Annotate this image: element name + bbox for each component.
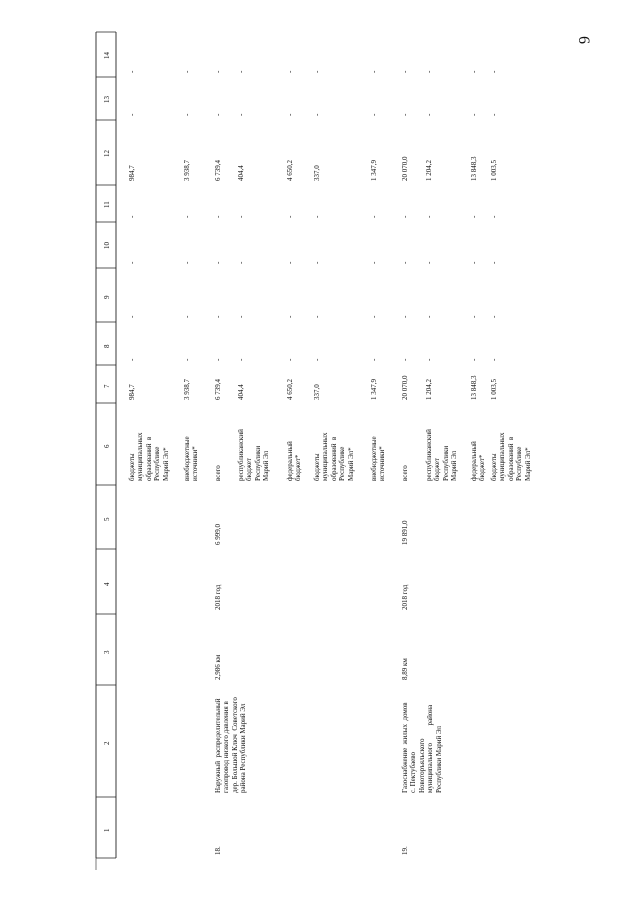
length-value: 8,89 км <box>401 658 409 680</box>
cell-c10: - <box>370 261 378 264</box>
cell-c11: - <box>490 215 498 218</box>
cell-c12: 6 739,4 <box>214 160 222 181</box>
cell-c7: 1 347,9 <box>370 379 378 400</box>
cell-c10: - <box>286 261 294 264</box>
column-header-14: 14 <box>103 51 111 59</box>
cell-c10: - <box>237 261 245 264</box>
cell-c13: - <box>370 113 378 116</box>
year-value: 2018 год <box>401 584 409 610</box>
column-header-13: 13 <box>103 95 111 103</box>
cell-c12: 13 848,3 <box>470 156 478 181</box>
column-header-9: 9 <box>103 295 111 299</box>
cost-value: 6 999,0 <box>214 524 222 545</box>
funding-source: федеральный бюджет* <box>286 441 303 481</box>
funding-source: бюджеты муниципальных образований в Республике Марий Эл* <box>313 432 355 481</box>
cell-c9: - <box>286 315 294 318</box>
cell-c13: - <box>470 113 478 116</box>
cell-c7: 6 739,4 <box>214 379 222 400</box>
cell-c12: 4 650,2 <box>286 160 294 181</box>
cell-c7: 4 650,2 <box>286 379 294 400</box>
cost-value: 19 891,0 <box>401 520 409 545</box>
cell-c8: - <box>401 358 409 361</box>
cell-c7: 337,0 <box>313 384 321 400</box>
cell-c13: - <box>183 113 191 116</box>
column-header-7: 7 <box>103 384 111 388</box>
cell-c10: - <box>425 261 433 264</box>
cell-c7: 13 848,3 <box>470 375 478 400</box>
column-header-5: 5 <box>103 517 111 521</box>
cell-c8: - <box>237 358 245 361</box>
funding-source: бюджеты муниципальных образований в Республике Марий Эл* <box>128 432 170 481</box>
cell-c12: 3 938,7 <box>183 160 191 181</box>
cell-c12: 20 070,0 <box>401 156 409 181</box>
cell-c13: - <box>214 113 222 116</box>
cell-c7: 984,7 <box>128 384 136 400</box>
column-header-11: 11 <box>103 200 111 208</box>
cell-c9: - <box>237 315 245 318</box>
cell-c14: - <box>183 70 191 73</box>
cell-c14: - <box>214 70 222 73</box>
funding-source: всего <box>401 465 409 481</box>
cell-c9: - <box>490 315 498 318</box>
row-number: 18. <box>214 846 222 855</box>
cell-c9: - <box>214 315 222 318</box>
cell-c7: 404,4 <box>237 384 245 400</box>
cell-c11: - <box>370 215 378 218</box>
column-header-10: 10 <box>103 242 111 249</box>
cell-c7: 1 204,2 <box>425 379 433 400</box>
funding-source: бюджеты муниципальных образований в Республике Марий Эл* <box>490 432 532 481</box>
object-name: Наружный распределительный газопровод низкого давления в дер. Большой Ключ Советского района Республики Марий Эл <box>214 697 248 793</box>
cell-c11: - <box>128 215 136 218</box>
column-header-12: 12 <box>103 149 111 157</box>
object-name: Газоснабжение жилых домов с. Пектубаево Новоторъяльского муниципального района Республики Марий Эл <box>401 702 443 793</box>
cell-c11: - <box>470 215 478 218</box>
page-number: 6 <box>575 36 592 44</box>
cell-c14: - <box>425 70 433 73</box>
cell-c8: - <box>313 358 321 361</box>
funding-source: республиканский бюджет Республики Марий Эл <box>237 429 271 481</box>
cell-c12: 1 204,2 <box>425 160 433 181</box>
cell-c13: - <box>128 113 136 116</box>
length-value: 2,986 км <box>214 654 222 680</box>
row-number: 19. <box>401 846 409 855</box>
cell-c12: 1 003,5 <box>490 160 498 181</box>
cell-c14: - <box>313 70 321 73</box>
cell-c9: - <box>370 315 378 318</box>
cell-c7: 20 070,0 <box>401 375 409 400</box>
cell-c10: - <box>470 261 478 264</box>
cell-c14: - <box>286 70 294 73</box>
cell-c10: - <box>128 261 136 264</box>
cell-c13: - <box>313 113 321 116</box>
funding-source: республиканский бюджет Республики Марий Эл <box>425 429 459 481</box>
cell-c12: 404,4 <box>237 165 245 181</box>
funding-source: внебюджетные источники* <box>370 436 387 481</box>
column-header-3: 3 <box>103 650 111 654</box>
column-header-4: 4 <box>103 582 111 586</box>
cell-c8: - <box>470 358 478 361</box>
cell-c11: - <box>425 215 433 218</box>
cell-c9: - <box>470 315 478 318</box>
cell-c9: - <box>313 315 321 318</box>
cell-c8: - <box>286 358 294 361</box>
cell-c11: - <box>313 215 321 218</box>
cell-c13: - <box>425 113 433 116</box>
cell-c13: - <box>237 113 245 116</box>
cell-c13: - <box>490 113 498 116</box>
cell-c11: - <box>286 215 294 218</box>
cell-c11: - <box>214 215 222 218</box>
funding-source: федеральный бюджет* <box>470 441 487 481</box>
cell-c8: - <box>490 358 498 361</box>
cell-c9: - <box>128 315 136 318</box>
cell-c7: 1 003,5 <box>490 379 498 400</box>
cell-c11: - <box>237 215 245 218</box>
cell-c8: - <box>183 358 191 361</box>
cell-c12: 984,7 <box>128 165 136 181</box>
cell-c9: - <box>401 315 409 318</box>
cell-c13: - <box>286 113 294 116</box>
column-header-2: 2 <box>103 741 111 745</box>
cell-c7: 3 938,7 <box>183 379 191 400</box>
cell-c8: - <box>425 358 433 361</box>
column-header-8: 8 <box>103 344 111 348</box>
column-header-6: 6 <box>103 444 111 448</box>
cell-c14: - <box>370 70 378 73</box>
cell-c10: - <box>401 261 409 264</box>
cell-c14: - <box>470 70 478 73</box>
cell-c14: - <box>401 70 409 73</box>
cell-c10: - <box>313 261 321 264</box>
cell-c14: - <box>128 70 136 73</box>
cell-c12: 337,0 <box>313 165 321 181</box>
cell-c10: - <box>490 261 498 264</box>
cell-c12: 1 347,9 <box>370 160 378 181</box>
cell-c10: - <box>183 261 191 264</box>
cell-c9: - <box>183 315 191 318</box>
funding-source: всего <box>214 465 222 481</box>
cell-c14: - <box>490 70 498 73</box>
cell-c8: - <box>214 358 222 361</box>
cell-c11: - <box>183 215 191 218</box>
cell-c9: - <box>425 315 433 318</box>
cell-c8: - <box>370 358 378 361</box>
cell-c10: - <box>214 261 222 264</box>
cell-c11: - <box>401 215 409 218</box>
cell-c14: - <box>237 70 245 73</box>
funding-source: внебюджетные источники* <box>183 436 200 481</box>
year-value: 2018 год <box>214 584 222 610</box>
cell-c13: - <box>401 113 409 116</box>
cell-c8: - <box>128 358 136 361</box>
column-header-1: 1 <box>103 828 111 832</box>
